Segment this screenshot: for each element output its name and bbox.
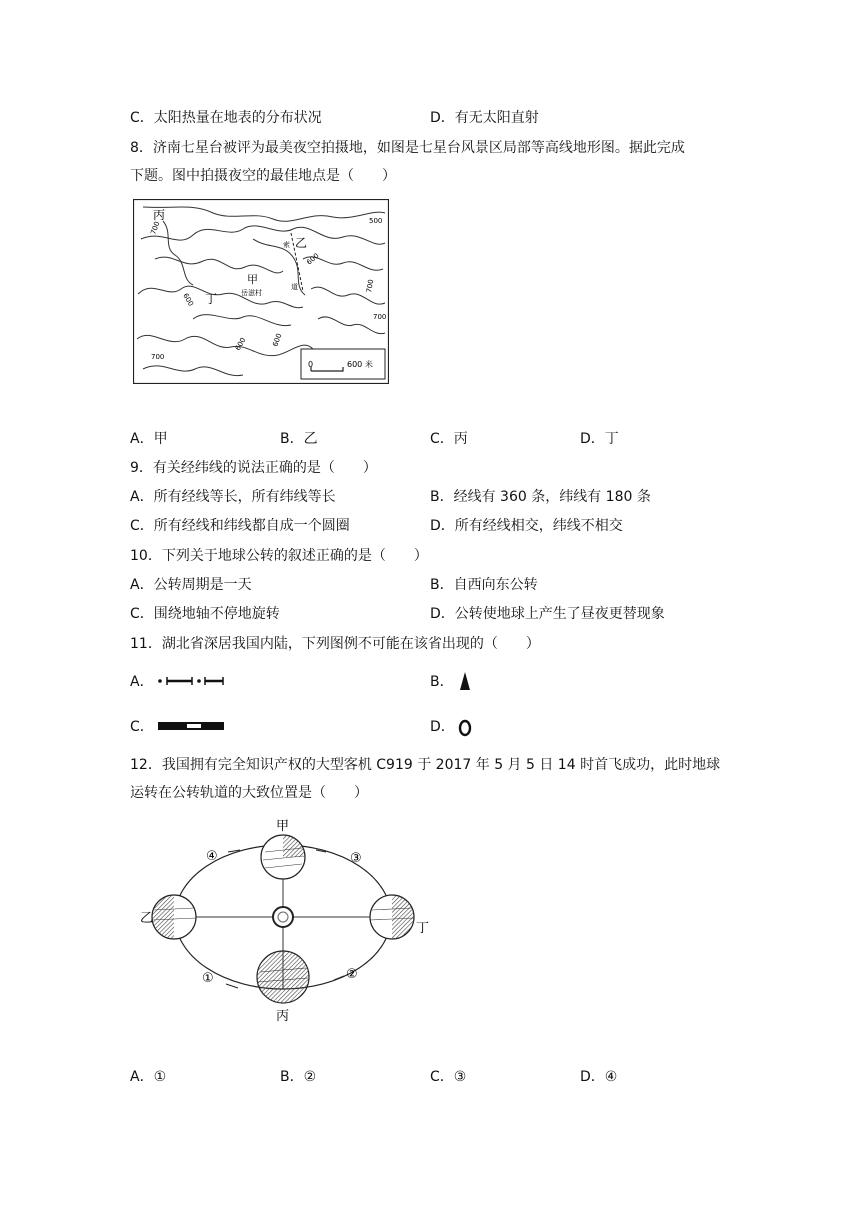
q7-option-c: C．太阳热量在地表的分布状况 [130, 110, 322, 126]
q12-stem-line2: 运转在公转轨道的大致位置是（ ） [130, 785, 368, 801]
contour-label: 700 [373, 313, 387, 321]
q10-option-c: C．围绕地轴不停地旋转 [130, 606, 280, 622]
place-bing: 丙 [153, 208, 166, 222]
contour-label: 600 [233, 336, 248, 352]
segment-label-3: ③ [350, 851, 362, 866]
q9-option-b: B．经线有 360 条，纬线有 180 条 [430, 489, 651, 505]
q8-option-b: B．乙 [280, 431, 318, 447]
q8-option-a: A．甲 [130, 431, 168, 447]
scale-zero: 0 [308, 360, 314, 369]
q11-option-c-label: C． [130, 719, 154, 735]
q10-option-a: A．公转周期是一天 [130, 577, 252, 593]
segment-label-4: ④ [206, 849, 218, 864]
q10-option-d: D．公转使地球上产生了昼夜更替现象 [430, 606, 665, 622]
q12-stem-line1: 12．我国拥有完全知识产权的大型客机 C919 于 2017 年 5 月 5 日 14 时首飞成功，此时地球 [130, 757, 721, 773]
contour-label: 600 [305, 251, 321, 267]
earth-yi [152, 895, 196, 939]
contour-label: 700 [365, 278, 376, 294]
q11-option-d-label: D． [430, 719, 455, 735]
segment-label-2: ② [346, 967, 358, 982]
q8-stem-line2: 下题。图中拍摄夜空的最佳地点是（ ） [130, 168, 396, 184]
place-yi: 乙 [295, 236, 308, 250]
position-label-bing: 丙 [276, 1009, 290, 1022]
q8-option-c: C．丙 [430, 431, 468, 447]
q12-option-a: A．① [130, 1069, 167, 1085]
q12-option-c: C．③ [430, 1069, 467, 1085]
q9-option-d: D．所有经线相交，纬线不相交 [430, 518, 623, 534]
q11-stem: 11．湖北省深居我国内陆，下列图例不可能在该省出现的（ ） [130, 636, 540, 652]
q9-option-a: A．所有经线等长，所有纬线等长 [130, 489, 336, 505]
contour-label: 600 [181, 292, 195, 308]
segment-label-1: ① [202, 971, 214, 986]
position-label-yi: 乙 [140, 911, 154, 926]
q8-stem-line1: 8．济南七星台被评为最美夜空拍摄地，如图是七星台风景区局部等高线地形图。据此完成 [130, 140, 685, 156]
railway-symbol-icon [157, 674, 227, 688]
railway-track-icon [157, 719, 225, 733]
q9-stem: 9．有关经纬线的说法正确的是（ ） [130, 460, 377, 476]
q8-option-d: D．丁 [580, 431, 619, 447]
earth-bing [257, 951, 309, 1003]
ropeway-label-1: 索 [283, 241, 290, 249]
q11-option-b-label: B． [430, 674, 454, 690]
earth-ding [370, 895, 414, 939]
earth-orbit-figure [140, 812, 440, 1022]
earth-jia [261, 835, 305, 879]
q11-option-a-label: A． [130, 674, 154, 690]
scale-distance: 600 米 [347, 360, 373, 369]
contour-label: 600 [271, 332, 284, 348]
contour-label: 700 [151, 353, 165, 361]
arrow-icon [226, 984, 238, 988]
place-jia: 甲 [247, 273, 258, 286]
place-ding: 丁 [205, 292, 218, 306]
ropeway-label-2: 道 [291, 283, 298, 291]
q10-option-b: B．自西向东公转 [430, 577, 538, 593]
position-label-jia: 甲 [276, 819, 290, 834]
q12-option-d: D．④ [580, 1069, 618, 1085]
q9-option-c: C．所有经线和纬线都自成一个圆圈 [130, 518, 350, 534]
contour-label: 700 [149, 220, 162, 236]
q7-option-d: D．有无太阳直射 [430, 110, 539, 126]
contour-label: 500 [369, 217, 383, 225]
position-label-ding: 丁 [416, 921, 430, 936]
q10-stem: 10．下列关于地球公转的叙述正确的是（ ） [130, 548, 428, 564]
contour-map-figure [133, 199, 389, 384]
mountain-peak-icon [458, 670, 472, 692]
q12-option-b: B．② [280, 1069, 317, 1085]
village-label: 岳滋村 [241, 289, 262, 297]
ring-symbol-icon [457, 716, 473, 738]
